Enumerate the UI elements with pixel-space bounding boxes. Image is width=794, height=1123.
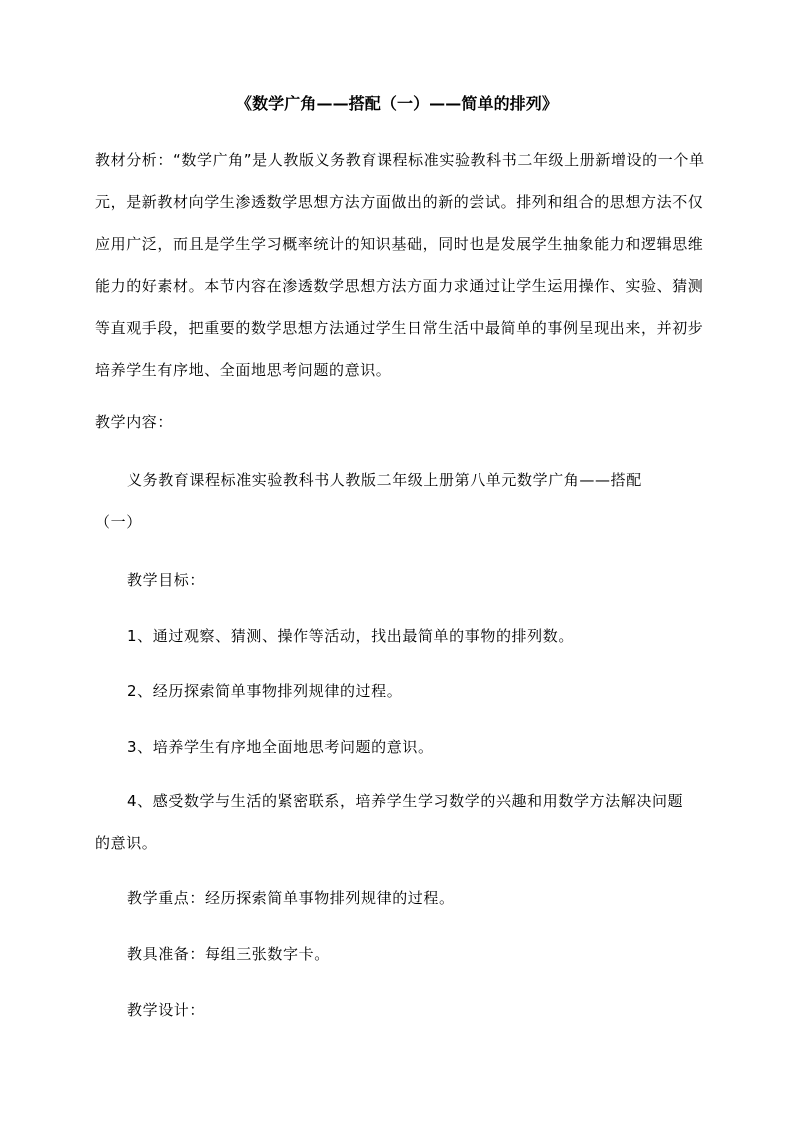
content-line-1: 义务教育课程标准实验教科书人教版二年级上册第八单元数学广角——搭配 [127,471,642,489]
goals-heading: 教学目标： [127,571,206,589]
goal-1: 1、通过观察、猜测、操作等活动，找出最简单的事物的排列数。 [127,627,574,645]
content-heading: 教学内容： [95,413,174,431]
key-point: 教学重点：经历探索简单事物排列规律的过程。 [127,889,455,907]
goal-2: 2、经历探索简单事物排列规律的过程。 [127,682,403,700]
goal-4-line-2: 的意识。 [95,834,158,852]
content-line-2: （一） [95,513,142,531]
goal-3: 3、培养学生有序地全面地思考问题的意识。 [127,738,434,756]
document-title: 《数学广角——搭配（一）——简单的排列》 [235,94,558,113]
goal-4-line-1: 4、感受数学与生活的紧密联系，培养学生学习数学的兴趣和用数学方法解决问题 [127,792,684,810]
design-heading: 教学设计： [127,1001,206,1019]
materials: 教具准备：每组三张数字卡。 [127,945,330,963]
analysis-paragraph: 教材分析：“数学广角”是人教版义务教育课程标准实验教科书二年级上册新增设的一个单元，是新教材向学生渗透数学思想方法方面做出的新的尝试。排列和组合的思想方法不仅应用广泛，而且是学生学习概率统计的知识基础，同时也是发展学生抽象能力和逻辑思维能力的好素材。本节内容在渗透数学思想方法方面力求通过让学生运用操作、实验、猜测等直观手段，把重要的数学思想方法通过学生日常生活中最简单的事例呈现出来，并初步培养学生有序地、全面地思考问题的意识。 [95,151,705,379]
